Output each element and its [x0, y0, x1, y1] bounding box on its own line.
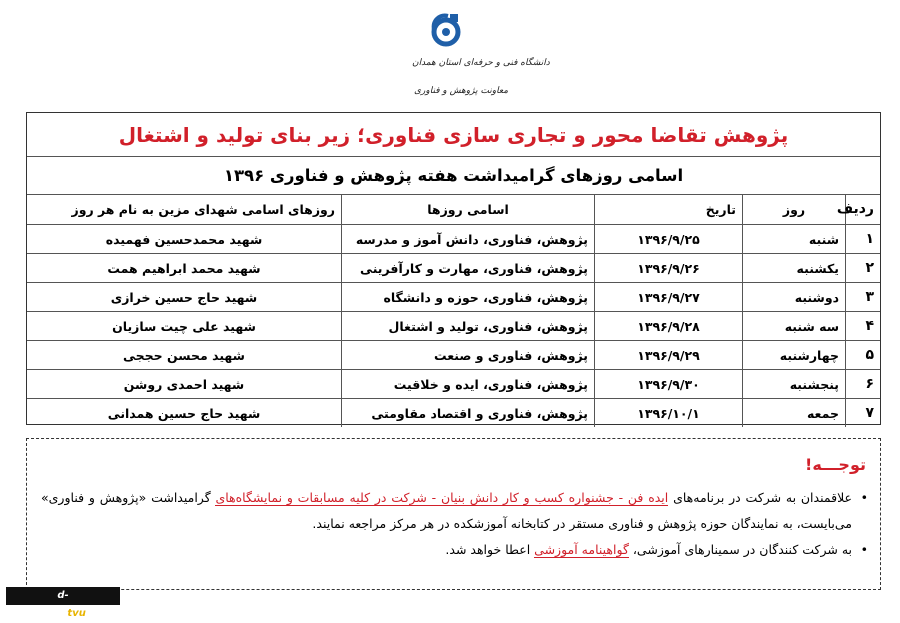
- notice-text: علاقمندان به شرکت در برنامه‌های: [668, 490, 852, 505]
- notice-text: به شرکت کنندگان در سمینارهای آموزشی،: [628, 542, 852, 557]
- row-date: ۱۳۹۶/۹/۳۰: [595, 370, 743, 399]
- row-date: ۱۳۹۶/۹/۲۹: [595, 341, 743, 370]
- header-row-number: ردیف: [846, 194, 881, 225]
- table-header-row: [27, 194, 880, 225]
- notice-highlight: گواهینامه آموزشی: [534, 542, 629, 557]
- table-row: [27, 283, 880, 312]
- bullet-icon: •: [860, 542, 868, 557]
- row-number: ۷: [846, 399, 881, 428]
- page-title: پژوهش تقاضا محور و تجاری سازی فناوری؛ زیر بنای تولید و اشتغال: [27, 113, 880, 157]
- table-row: [27, 312, 880, 341]
- table-row: [27, 341, 880, 370]
- table-row: [27, 399, 880, 428]
- notice-item: [41, 537, 868, 563]
- row-day: پنجشنبه: [743, 370, 846, 399]
- row-martyr: شهید علی چیت سازیان: [27, 312, 342, 341]
- row-day: چهارشنبه: [743, 341, 846, 370]
- notice-text: گرامیداشت «پژوهش و فناوری» می‌بایست، به نمایندگان حوزه پژوهش و فناوری مستقر در کتابخانه آموزشکده در هر مرکز مراجعه نمایند.: [41, 490, 852, 531]
- row-martyr: شهید محمدحسین فهمیده: [27, 225, 342, 254]
- header-date: تاریخ: [595, 194, 743, 225]
- row-number: ۵: [846, 341, 881, 370]
- row-day-name: پژوهش، فناوری، حوزه و دانشگاه: [342, 283, 595, 312]
- department-name: معاونت پژوهش و فناوری: [414, 86, 509, 96]
- notice-title: توجـــه!: [805, 455, 866, 474]
- watermark-text: .ac.ir: [85, 608, 115, 619]
- notice-text: اعطا خواهد شد.: [445, 542, 535, 557]
- row-martyr: شهید احمدی روشن: [27, 370, 342, 399]
- row-day-name: پژوهش، فناوری و صنعت: [342, 341, 595, 370]
- row-number: ۲: [846, 254, 881, 283]
- site-watermark: [6, 587, 120, 619]
- schedule-box: [26, 112, 881, 425]
- row-date: ۱۳۹۶/۹/۲۵: [595, 225, 743, 254]
- row-number: ۶: [846, 370, 881, 399]
- row-day: جمعه: [743, 399, 846, 428]
- row-date: ۱۳۹۶/۹/۲۸: [595, 312, 743, 341]
- university-name: دانشگاه فنی و حرفه‌ای استان همدان: [412, 58, 550, 68]
- header-martyr-names: روزهای اسامی شهدای مزین به نام هر روز: [27, 194, 342, 225]
- row-date: ۱۳۹۶/۱۰/۱: [595, 399, 743, 428]
- row-day-name: پژوهش، فناوری و اقتصاد مقاومتی: [342, 399, 595, 428]
- notice-item: [41, 485, 868, 537]
- university-logo: [426, 10, 466, 54]
- row-date: ۱۳۹۶/۹/۲۶: [595, 254, 743, 283]
- bullet-icon: •: [860, 490, 868, 505]
- row-date: ۱۳۹۶/۹/۲۷: [595, 283, 743, 312]
- row-day: دوشنبه: [743, 283, 846, 312]
- notice-highlight: ایده فن - جشنواره کسب و کار دانش بنیان - شرکت در کلیه مسابقات و نمایشگاه‌های: [215, 490, 669, 505]
- watermark-text: d-hamedan.: [11, 590, 69, 619]
- row-number: ۳: [846, 283, 881, 312]
- table-row: [27, 254, 880, 283]
- row-number: ۴: [846, 312, 881, 341]
- row-day: یکشنبه: [743, 254, 846, 283]
- row-number: ۱: [846, 225, 881, 254]
- row-martyr: شهید محسن حججی: [27, 341, 342, 370]
- row-martyr: شهید حاج حسین همدانی: [27, 399, 342, 428]
- days-table: [27, 194, 880, 427]
- row-day-name: پژوهش، فناوری، مهارت و کارآفرینی: [342, 254, 595, 283]
- row-day-name: پژوهش، فناوری، دانش آموز و مدرسه: [342, 225, 595, 254]
- table-row: [27, 370, 880, 399]
- table-subtitle: اسامی روزهای گرامیداشت هفته پژوهش و فناوری ۱۳۹۶: [27, 156, 880, 195]
- header-day: روز: [743, 194, 846, 225]
- row-martyr: شهید حاج حسین خرازی: [27, 283, 342, 312]
- header-day-names: اسامی روزها: [342, 194, 595, 225]
- row-day-name: پژوهش، فناوری، ایده و خلاقیت: [342, 370, 595, 399]
- row-day: شنبه: [743, 225, 846, 254]
- row-martyr: شهید محمد ابراهیم همت: [27, 254, 342, 283]
- notice-list: [41, 485, 868, 563]
- watermark-accent: tvu: [67, 608, 86, 619]
- row-day-name: پژوهش، فناوری، تولید و اشتغال: [342, 312, 595, 341]
- row-day: سه شنبه: [743, 312, 846, 341]
- table-row: [27, 225, 880, 254]
- notice-box: [26, 438, 881, 590]
